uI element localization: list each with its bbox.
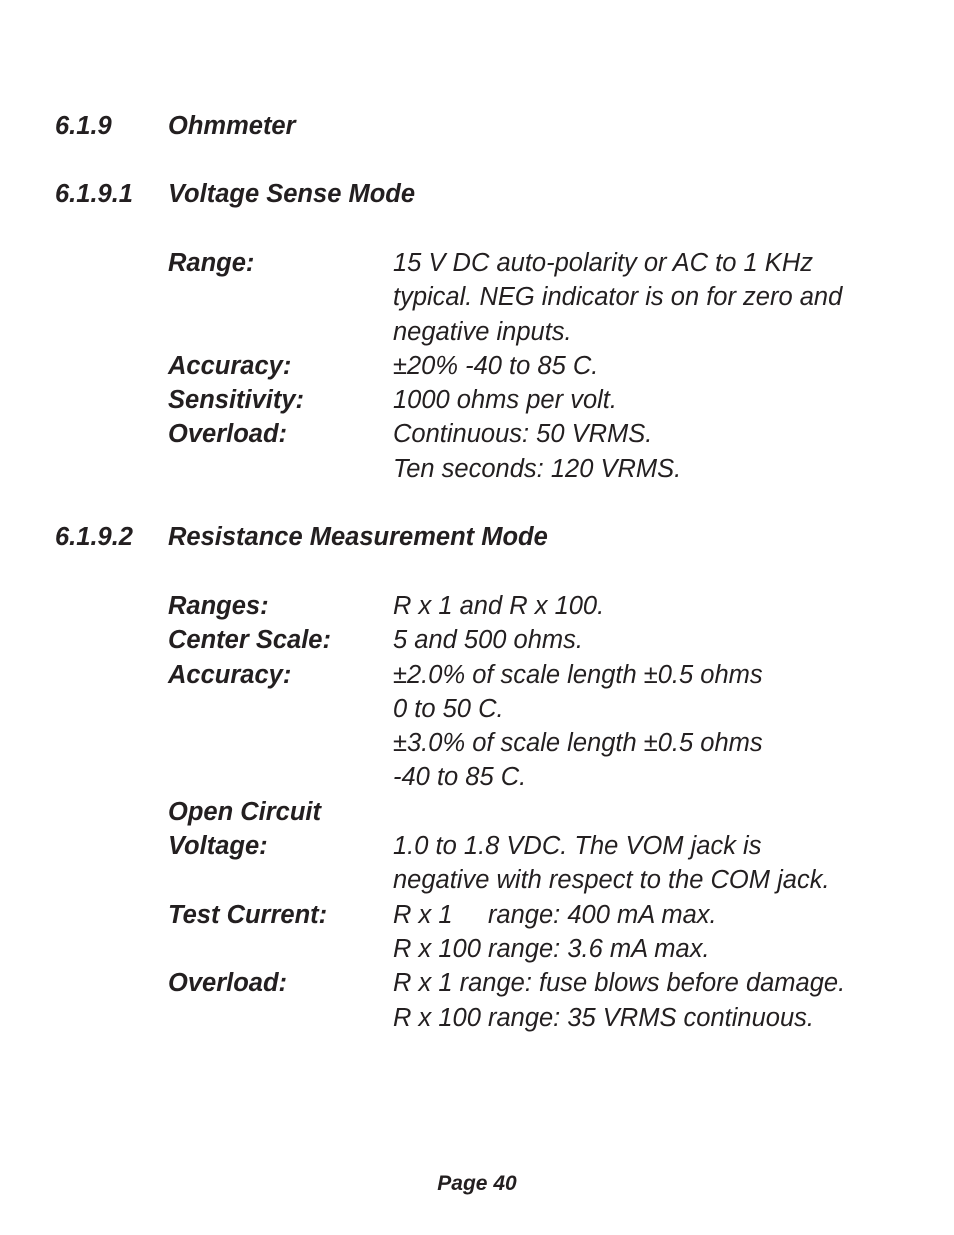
spec-value: Continuous: 50 VRMS. xyxy=(393,420,653,449)
section-title: Voltage Sense Mode xyxy=(168,180,416,208)
spec-value: negative with respect to the COM jack. xyxy=(393,866,830,895)
section-number: 6.1.9 xyxy=(55,112,112,140)
spec-label: Accuracy: xyxy=(168,660,292,689)
spec-value: Ten seconds: 120 VRMS. xyxy=(393,454,682,483)
spec-value: R x 1 and R x 100. xyxy=(393,592,605,620)
spec-value: -40 to 85 C. xyxy=(393,763,527,792)
spec-value: 15 V DC auto-polarity or AC to 1 KHz xyxy=(393,249,813,277)
spec-label: Center Scale: xyxy=(168,626,331,655)
spec-label: Sensitivity: xyxy=(168,386,305,415)
spec-value: 1.0 to 1.8 VDC. The VOM jack is xyxy=(393,832,762,861)
spec-value: ±20% -40 to 85 C. xyxy=(393,351,599,380)
spec-value: 0 to 50 C. xyxy=(393,694,504,723)
section-number: 6.1.9.1 xyxy=(55,180,133,208)
spec-value: R x 100 range: 3.6 mA max. xyxy=(393,934,710,963)
spec-label: Range: xyxy=(168,249,255,277)
spec-value: ±3.0% of scale length ±0.5 ohms xyxy=(393,729,763,758)
page-number: Page 40 xyxy=(437,1172,517,1195)
spec-label: Overload: xyxy=(168,420,288,449)
spec-value: typical. NEG indicator is on for zero and xyxy=(393,283,843,312)
spec-label: Accuracy: xyxy=(168,351,292,380)
spec-value: 1000 ohms per volt. xyxy=(393,386,617,415)
spec-label: Ranges: xyxy=(168,592,269,620)
spec-value: R x 1 range: fuse blows before damage. xyxy=(393,969,846,998)
spec-value: ±2.0% of scale length ±0.5 ohms xyxy=(393,660,763,689)
spec-value: 5 and 500 ohms. xyxy=(393,626,583,655)
spec-value: negative inputs. xyxy=(393,317,572,346)
spec-value: R x 1 range: 400 mA max. xyxy=(393,900,717,929)
spec-label: Voltage: xyxy=(168,832,268,861)
section-title: Resistance Measurement Mode xyxy=(168,523,548,551)
section-title: Ohmmeter xyxy=(168,112,296,140)
spec-label: Test Current: xyxy=(168,900,328,929)
section-number: 6.1.9.2 xyxy=(55,523,133,551)
spec-label: Overload: xyxy=(168,969,288,998)
spec-label: Open Circuit xyxy=(168,797,322,826)
spec-value: R x 100 range: 35 VRMS continuous. xyxy=(393,1003,814,1032)
